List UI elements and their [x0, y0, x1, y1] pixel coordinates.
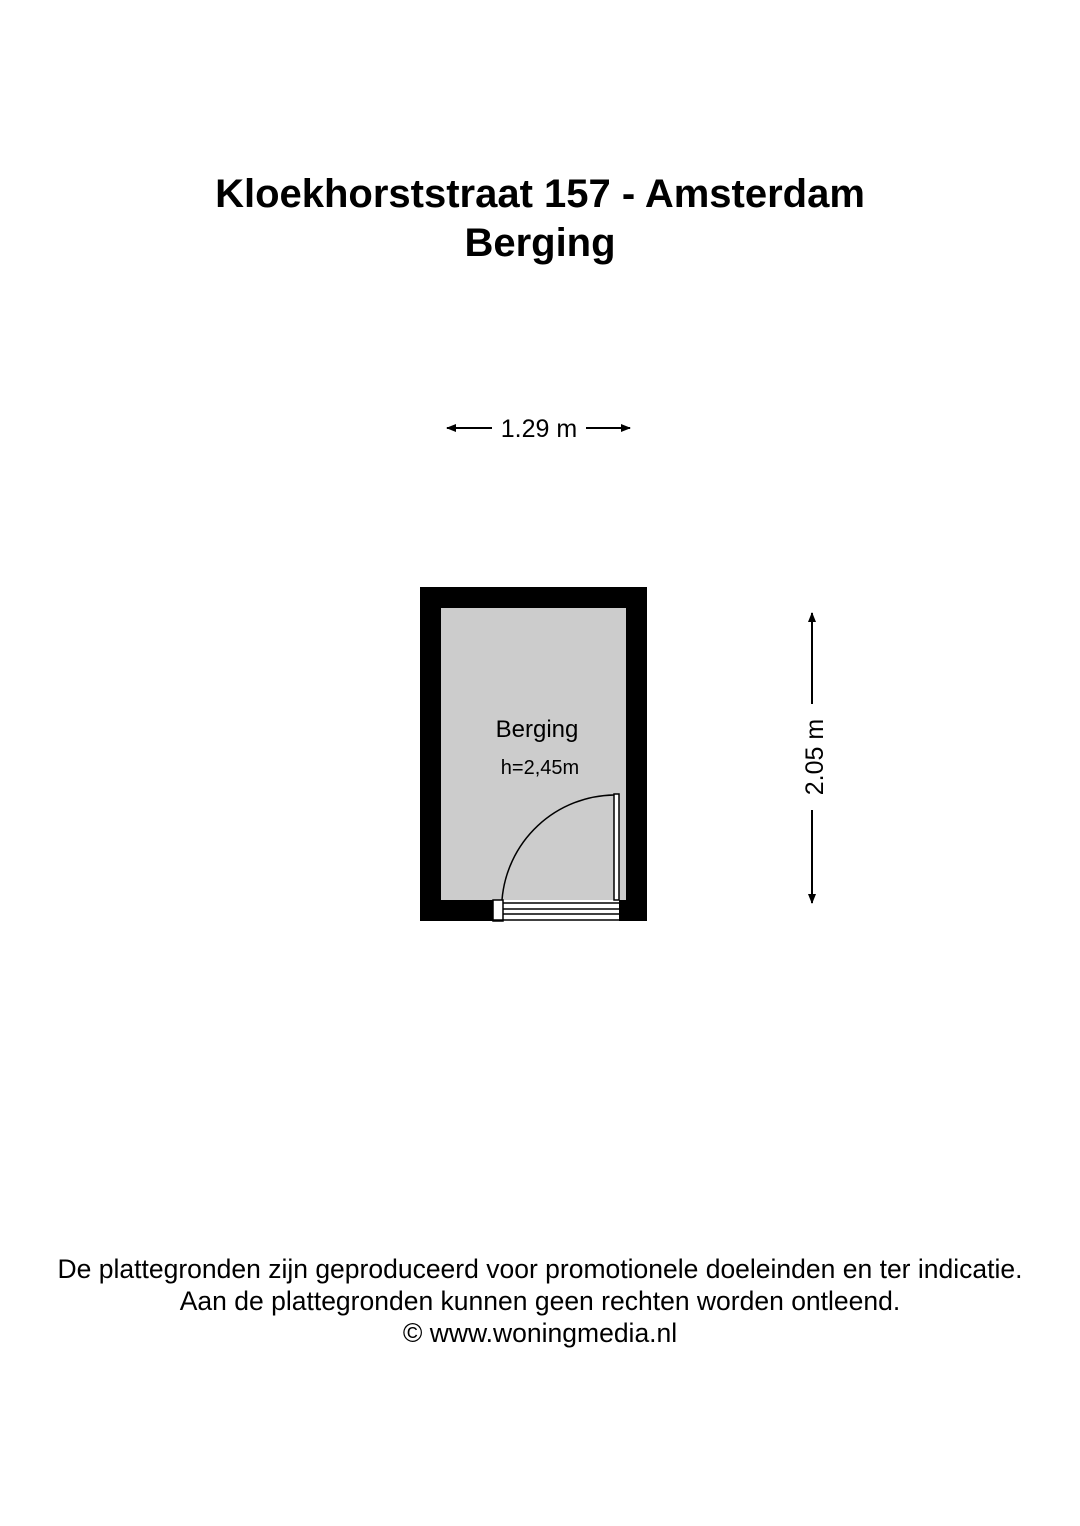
copyright-text: © www.woningmedia.nl — [402, 1318, 678, 1348]
wall-bottom-right-stub — [619, 900, 628, 921]
door-threshold — [493, 900, 619, 921]
wall-top — [420, 587, 647, 608]
room-name-label: Berging — [495, 716, 579, 743]
width-dimension — [447, 415, 630, 443]
wall-bottom-left — [420, 900, 493, 921]
depth-dimension — [801, 613, 829, 903]
door-leaf — [614, 794, 619, 900]
room-berging — [420, 587, 647, 921]
disclaimer-text: De plattegronden zijn geproduceerd voor promotionele doeleinden en ter indicatie. — [57, 1254, 1023, 1284]
wall-right — [626, 587, 647, 921]
width-dimension-label: 1.29 m — [500, 415, 578, 443]
depth-dimension-label: 2.05 m — [801, 718, 829, 796]
room-height-label: h=2,45m — [500, 757, 580, 779]
page-subtitle: Berging — [464, 221, 616, 265]
room-floor — [441, 608, 626, 900]
page-title: Kloekhorststraat 157 - Amsterdam — [215, 172, 865, 216]
disclaimer-rights-text: Aan de plattegronden kunnen geen rechten worden ontleend. — [179, 1286, 901, 1316]
wall-left — [420, 587, 441, 921]
